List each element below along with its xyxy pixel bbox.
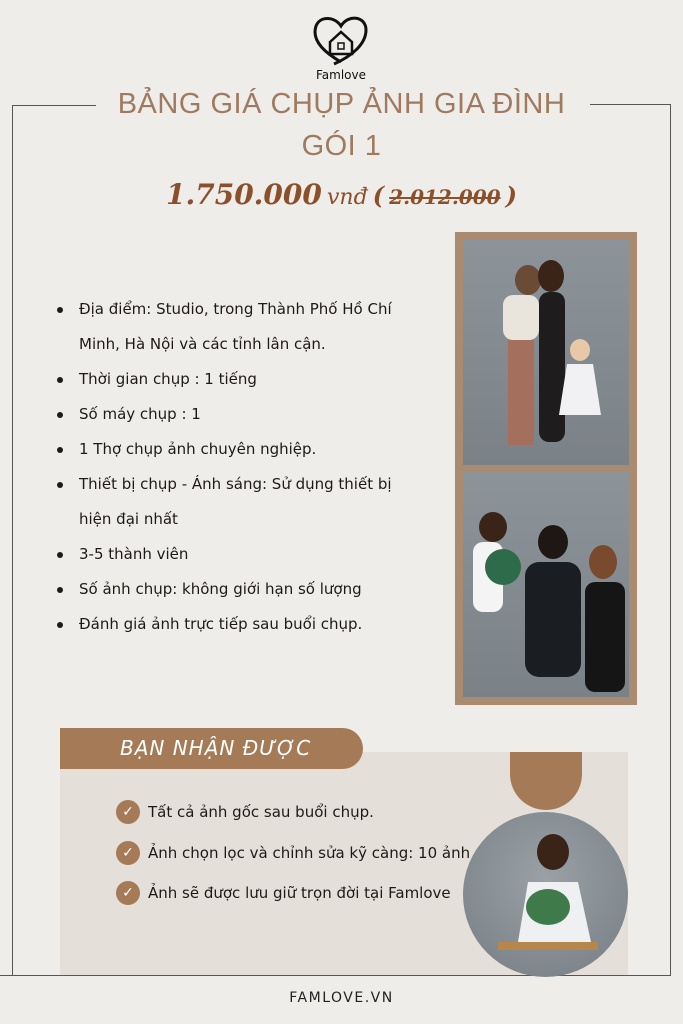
price (0, 178, 683, 211)
website-link[interactable]: FAMLOVE.VN (289, 990, 394, 1006)
photo-frame (455, 232, 637, 705)
frame-line (12, 105, 13, 975)
price-current: 1.750.000 (166, 178, 322, 211)
receive-item (116, 881, 451, 905)
check-icon: ✓ (116, 800, 140, 824)
page-title: BẢNG GIÁ CHỤP ẢNH GIA ĐÌNH (117, 88, 566, 120)
package-title: GÓI 1 (301, 130, 382, 162)
feature-list (55, 292, 425, 642)
check-icon: ✓ (116, 841, 140, 865)
frame-line (670, 104, 671, 975)
logo-text: Famlove (315, 68, 366, 82)
feature-item: Đánh giá ảnh trực tiếp sau buổi chụp. (55, 607, 425, 642)
feature-item: Thời gian chụp : 1 tiếng (55, 362, 425, 397)
price-original: 2.012.000 (389, 185, 501, 209)
receive-item-text: Tất cả ảnh gốc sau buổi chụp. (148, 803, 374, 821)
receive-item (116, 800, 374, 824)
paren-open: ( (372, 181, 385, 210)
receive-item (116, 841, 470, 865)
feature-item: 1 Thợ chụp ảnh chuyên nghiệp. (55, 432, 425, 467)
feature-item: Địa điểm: Studio, trong Thành Phố Hồ Chí Minh, Hà Nội và các tỉnh lân cận. (55, 292, 425, 362)
receive-item-text: Ảnh sẽ được lưu giữ trọn đời tại Famlove (148, 884, 451, 902)
family-photo-1 (463, 240, 629, 465)
heart-house-icon (310, 12, 372, 68)
frame-line (0, 975, 671, 976)
feature-item: Thiết bị chụp - Ánh sáng: Sử dụng thiết bị hiện đại nhất (55, 467, 425, 537)
feature-item: Số máy chụp : 1 (55, 397, 425, 432)
receive-heading: BẠN NHẬN ĐƯỢC (60, 728, 363, 769)
check-icon: ✓ (116, 881, 140, 905)
family-photo-illustration (463, 472, 629, 697)
feature-item: Số ảnh chụp: không giới hạn số lượng (55, 572, 425, 607)
child-photo-illustration (463, 812, 628, 977)
feature-item: 3-5 thành viên (55, 537, 425, 572)
receive-item-text: Ảnh chọn lọc và chỉnh sửa kỹ càng: 10 ảnh (148, 844, 471, 862)
price-unit: vnđ (326, 185, 368, 210)
child-photo (463, 812, 628, 977)
family-photo-illustration (463, 240, 629, 465)
family-photo-2 (463, 472, 629, 697)
paren-close: ) (505, 181, 517, 210)
famlove-logo (305, 12, 377, 82)
